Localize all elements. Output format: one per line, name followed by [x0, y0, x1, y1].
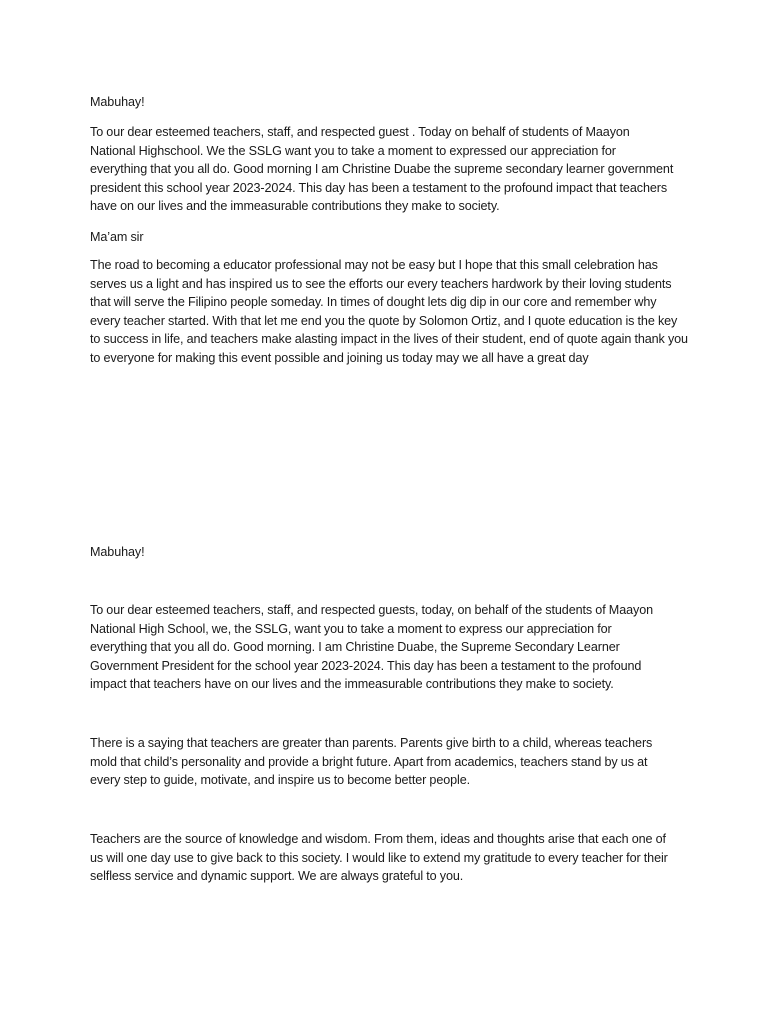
salutation: Ma’am sir: [90, 230, 144, 244]
revised-paragraph-2: There is a saying that teachers are greater than parents. Parents give birth to a child, whereas teachers mold that child’s personality and provide a bright future. Apart from academics, teachers stand by us at every step to guide, motivate, and inspire us to become better people.: [90, 736, 653, 788]
speech-paragraph-1: To our dear esteemed teachers, staff, and respected guest . Today on behalf of students of Maayon National Highschool. We the SSLG want you to take a moment to expressed our appreciation for everything that you all do. Good morning I am Christine Duabe the supreme secondary learner government president this school year 2023-2024. This day has been a testament to the profound impact that teachers have on our lives and the immeasurable contributions they make to society.: [90, 125, 674, 214]
speech-paragraph-2: The road to becoming a educator professional may not be easy but I hope that this small celebration has serves us a light and has inspired us to see the efforts our every teachers hardwork by their loving students that will serve the Filipino people someday. In times of dought lets dig dip in our core and remember why every teacher started. With that let me end you the quote by Solomon Ortiz, and I quote education is the key to success in life, and teachers make alasting impact in the lives of their student, end of quote again thank you to everyone for making this event possible and joining us today may we all have a great day: [90, 258, 688, 365]
greeting-1: Mabuhay!: [90, 95, 145, 109]
revised-paragraph-1: To our dear esteemed teachers, staff, and respected guests, today, on behalf of the students of Maayon National High School, we, the SSLG, want you to take a moment to express our appreciation for everything that you all do. Good morning. I am Christine Duabe, the Supreme Secondary Learner Government President for the school year 2023-2024. This day has been a testament to the profound impact that teachers have on our lives and the immeasurable contributions they make to society.: [90, 603, 654, 692]
revised-paragraph-3: Teachers are the source of knowledge and wisdom. From them, ideas and thoughts arise that each one of us will one day use to give back to this society. I would like to extend my gratitude to every teacher for their selfless service and dynamic support. We are always grateful to you.: [90, 832, 668, 884]
greeting-2: Mabuhay!: [90, 545, 145, 559]
